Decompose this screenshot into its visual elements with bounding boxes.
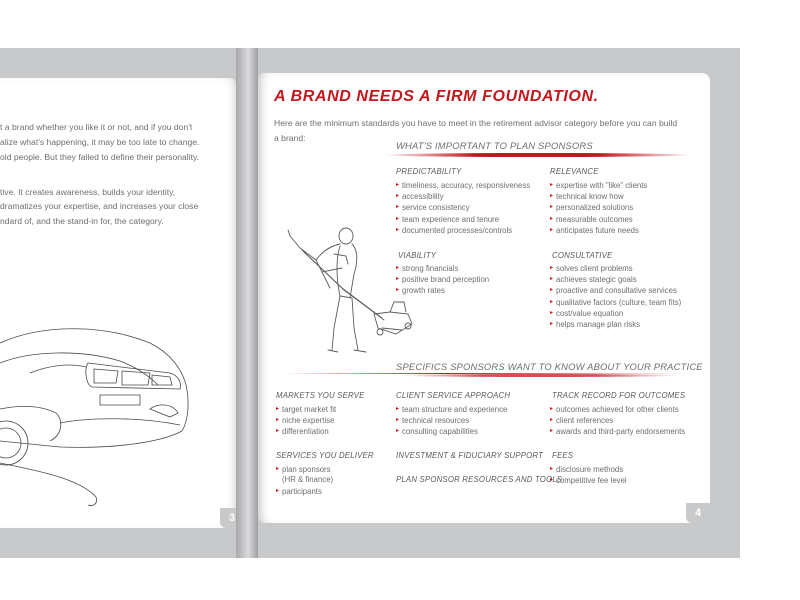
section-heading: WHAT'S IMPORTANT TO PLAN SPONSORS	[396, 140, 593, 151]
list-item: ▸ competitive fee level	[550, 475, 627, 486]
bullet-list	[550, 404, 685, 438]
section-divider	[382, 153, 692, 157]
page-number-badge: 4	[686, 503, 710, 523]
category-title: MARKETS YOU SERVE	[276, 391, 365, 400]
list-item: ▸ consulting capabilities	[396, 426, 507, 437]
list-item: ▸ client references	[550, 415, 685, 426]
list-item: ▸ personalized solutions	[550, 202, 647, 213]
list-item: ▸ technical resources	[396, 415, 507, 426]
list-item: ▸ cost/value equation	[550, 308, 681, 319]
section-heading: SPECIFICS SPONSORS WANT TO KNOW ABOUT YOUR PRACTICE	[396, 361, 703, 372]
left-text-line: old people. But they failed to define their personality.	[0, 152, 200, 162]
list-item: ▸ strong financials	[396, 263, 489, 274]
list-item: ▸ proactive and consultative services	[550, 285, 681, 296]
man-with-jack-illustration	[282, 218, 422, 366]
intro-paragraph: Here are the minimum standards you have to meet in the retirement advisor category before you can build a brand:	[274, 118, 678, 143]
left-text-line: alize what's happening, it may be too late to change.	[0, 137, 200, 147]
book-gutter	[236, 48, 258, 558]
list-item: ▸ timeliness, accuracy, responsiveness	[396, 180, 530, 191]
category-title: CLIENT SERVICE APPROACH	[396, 391, 511, 400]
category-title: RELEVANCE	[550, 167, 599, 176]
list-item: ▸ documented processes/controls	[396, 225, 530, 236]
category-title: VIABILITY	[398, 251, 437, 260]
list-item: ▸ anticipates future needs	[550, 225, 647, 236]
list-item: ▸ team structure and experience	[396, 404, 507, 415]
list-item: ▸ qualitative factors (culture, team fits)	[550, 297, 681, 308]
bullet-list	[550, 263, 681, 330]
list-item: ▸ outcomes achieved for other clients	[550, 404, 685, 415]
list-item: ▸ niche expertise	[276, 415, 336, 426]
left-text-line: t a brand whether you like it or not, and if you don't	[0, 122, 193, 132]
list-item: ▸ measurable outcomes	[550, 214, 647, 225]
left-text-line: tive. It creates awareness, builds your identity,	[0, 187, 176, 197]
list-item: ▸ positive brand perception	[396, 274, 489, 285]
category-title: PREDICTABILITY	[396, 167, 462, 176]
left-text-line: dramatizes your expertise, and increases your close	[0, 201, 199, 211]
page-number-badge: 3	[220, 508, 236, 528]
list-item: ▸ solves client problems	[550, 263, 681, 274]
left-text-line: ndard of, and the stand-in for, the category.	[0, 216, 164, 226]
category-title: PLAN SPONSOR RESOURCES AND TOOLS	[396, 475, 563, 484]
category-title: SERVICES YOU DELIVER	[276, 451, 374, 460]
category-title: CONSULTATIVE	[552, 251, 613, 260]
bullet-list	[550, 464, 627, 486]
category-title: TRACK RECORD FOR OUTCOMES	[552, 391, 686, 400]
list-item: ▸ team experience and tenure	[396, 214, 530, 225]
list-item: ▸ plan sponsors	[276, 464, 331, 475]
section-divider-accent	[400, 374, 680, 377]
left-page	[0, 78, 236, 528]
bullet-list	[550, 180, 647, 236]
list-item: ▸ service consistency	[396, 202, 530, 213]
list-item: ▸ technical know how	[550, 191, 647, 202]
page-title: A BRAND NEEDS A FIRM FOUNDATION.	[274, 88, 599, 105]
bullet-list	[396, 404, 507, 438]
list-item: ▸ achieves stategic goals	[550, 274, 681, 285]
list-item: ▸ differentiation	[276, 426, 336, 437]
list-item: ▸ participants	[276, 486, 322, 497]
list-item-subtext: (HR & finance)	[282, 475, 334, 484]
list-item: ▸ accessibility	[396, 191, 530, 202]
car-illustration	[0, 313, 236, 513]
category-title: INVESTMENT & FIDUCIARY SUPPORT	[396, 451, 544, 460]
list-item: ▸ disclosure methods	[550, 464, 627, 475]
list-item: ▸ awards and third-party endorsements	[550, 426, 685, 437]
category-title: FEES	[552, 451, 574, 460]
list-item: ▸ growth rates	[396, 285, 489, 296]
bullet-list	[276, 464, 331, 475]
bullet-list	[276, 404, 336, 438]
bullet-list	[276, 486, 322, 497]
list-item: ▸ helps manage plan risks	[550, 319, 681, 330]
list-item: ▸ expertise with "like" clients	[550, 180, 647, 191]
list-item: ▸ target market fit	[276, 404, 336, 415]
